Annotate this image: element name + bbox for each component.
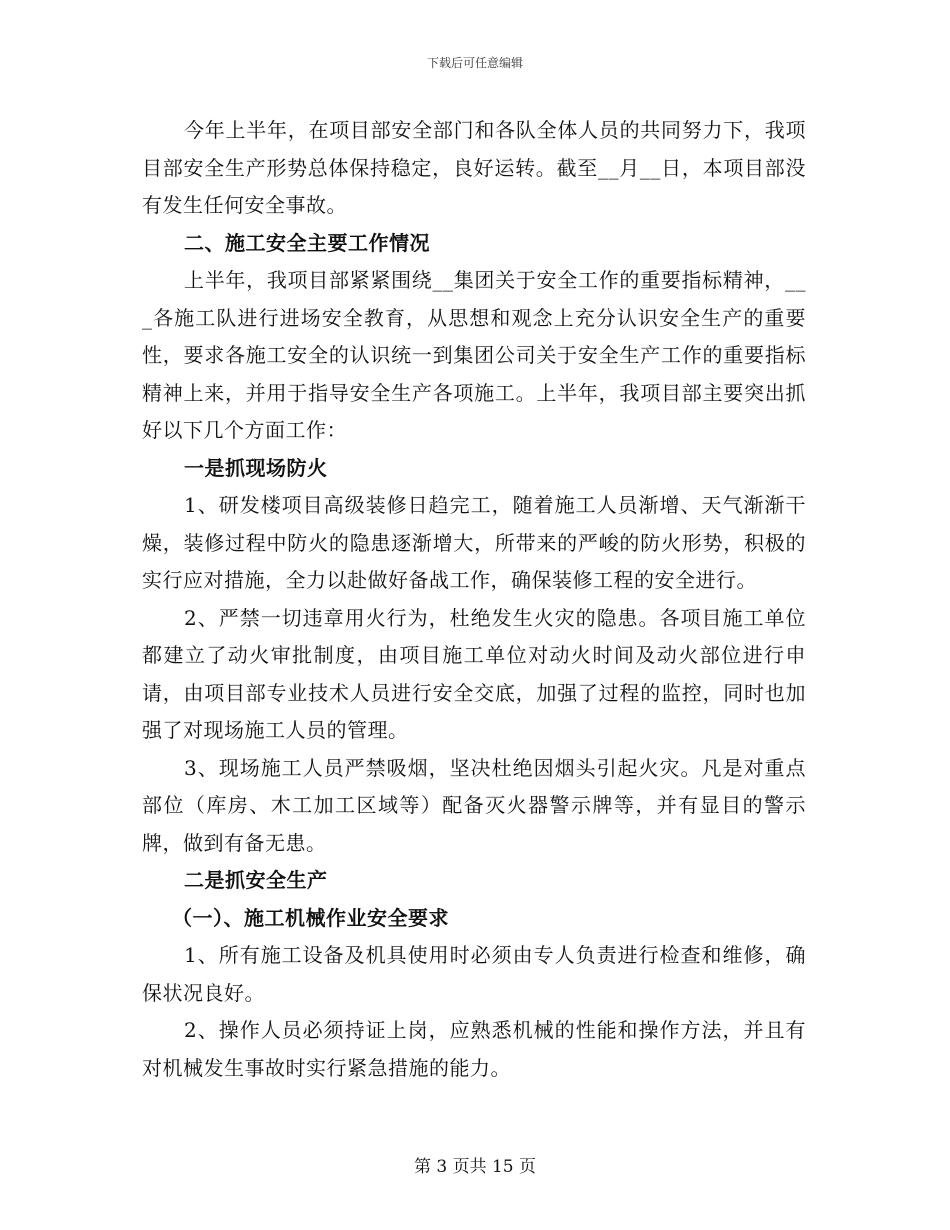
paragraph-fire-item-3: 3、现场施工人员严禁吸烟，坚决杜绝因烟头引起火灾。凡是对重点部位（库房、木工加工区域等）配备灭火器警示牌等，并有显目的警示牌，做到有备无患。 [142, 755, 806, 855]
paragraph-machinery-item-2: 2、操作人员必须持证上岗，应熟悉机械的性能和操作方法，并且有对机械发生事故时实行紧急措施的能力。 [142, 1018, 806, 1080]
paragraph-machinery-item-1: 1、所有施工设备及机具使用时必须由专人负责进行检查和维修，确保状况良好。 [142, 943, 806, 1005]
section-heading-fire-prevention: 一是抓现场防火 [184, 455, 328, 480]
page-number: 第 3 页共 15 页 [413, 1157, 537, 1177]
document-body [142, 112, 806, 1087]
paragraph-fire-item-2: 2、严禁一切违章用火行为，杜绝发生火灾的隐患。各项目施工单位都建立了动火审批制度，由项目施工单位对动火时间及动火部位进行申请，由项目部专业技术人员进行安全交底，加强了过程的监控，同时也加强了对现场施工人员的管理。 [142, 605, 806, 742]
section-heading-work-status: 二、施工安全主要工作情况 [184, 230, 430, 255]
paragraph-work-summary: 上半年，我项目部紧紧围绕__集团关于安全工作的重要指标精神，___各施工队进行进场安全教育，从思想和观念上充分认识安全生产的重要性，要求各施工安全的认识统一到集团公司关于安全生产工作的重要指标精神上来，并用于指导安全生产各项施工。上半年，我项目部主要突出抓好以下几个方面工作： [142, 268, 806, 442]
section-heading-safe-production: 二是抓安全生产 [184, 868, 328, 892]
paragraph-fire-item-1: 1、研发楼项目高级装修日趋完工，随着施工人员渐增、天气渐渐干燥，装修过程中防火的隐患逐渐增大，所带来的严峻的防火形势，积极的实行应对措施，全力以赴做好备战工作，确保装修工程的安全进行。 [142, 493, 806, 592]
subsection-heading-machinery: （一）、施工机械作业安全要求 [172, 905, 449, 930]
header-note: 下载后可任意编辑 [426, 56, 523, 70]
paragraph-intro: 今年上半年，在项目部安全部门和各队全体人员的共同努力下，我项目部安全生产形势总体保持稳定，良好运转。截至__月__日，本项目部没有发生任何安全事故。 [142, 118, 806, 217]
